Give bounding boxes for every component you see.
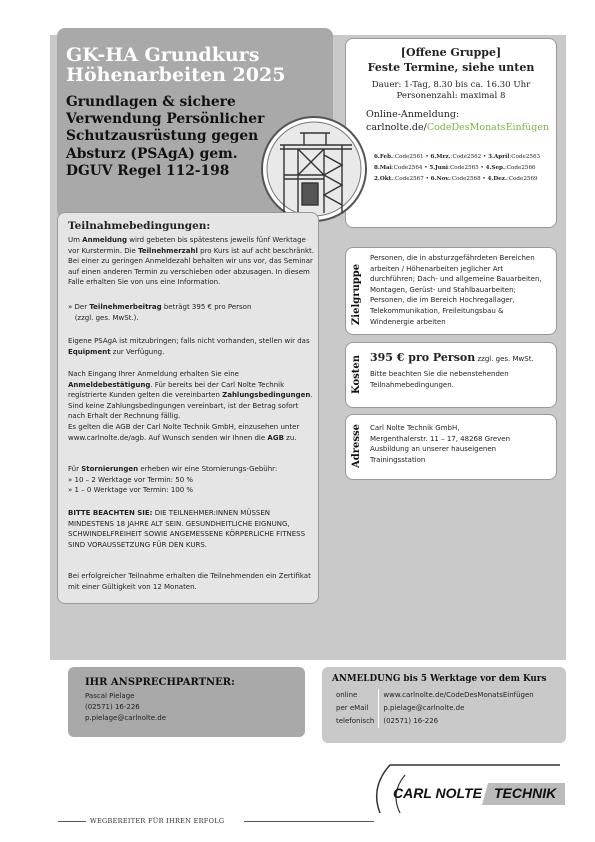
date-row: 8.Mai:Code2564 • 5.Juni:Code2565 • 4.Sep.:Code2566 — [374, 165, 536, 171]
address-line: Ausbildung an unserer hauseigenen — [370, 445, 497, 454]
subtitle-line: Schutzausrüstung gegen — [66, 128, 259, 145]
registration-row: telefonisch (02571) 16-226 — [332, 715, 538, 728]
equipment-paragraph: Eigene PSAgA ist mitzubringen; falls nicht vorhanden, stellen wir das Equipment zur Verfügung. — [68, 337, 310, 356]
address-line: Trainingsstation — [370, 455, 426, 464]
group-type: [Offene Gruppe] — [400, 46, 502, 59]
date-row: 6.Feb.:Code2561 • 6.Mrz.:Code2562 • 3.April:Code2563 — [374, 154, 541, 160]
notice-paragraph: BITTE BEACHTEN SIE: DIE TEILNEHMER:INNEN MÜSSEN MINDESTENS 18 JAHRE ALT SEIN. GESUNDHEITLICHE EIGNUNG, SCHWINDELFREIHEIT SOWIE ANGEMESSENE KÖRPERLICHE FITNESS SIND VORAUSSETZUNG FÜR DEN KURS. — [68, 509, 306, 549]
logo-text-carl-nolte: CARL NOLTE — [393, 785, 482, 801]
registration-paragraph: Nach Eingang Ihrer Anmeldung erhalten Sie eine Anmeldebestätigung. Für bereits bei der Carl Nolte Technik registrierte Kunden gelten die vereinbarten Zahlungsbedingungen. Sind keine Zahlungsbedingungen vereinbart, ist der Betrag sofort nach Erhalt der Rechnung fällig. Es gelten die AGB der Carl Nolte Technik GmbH, einzusehen unter www.carlnolte.de/agb. Auf Wunsch senden wir Ihnen die AGB zu. — [68, 370, 313, 442]
registration-table — [332, 689, 538, 728]
subtitle-line: Grundlagen & sichere — [66, 94, 236, 110]
page-title — [66, 45, 285, 85]
registration-box — [322, 667, 566, 743]
contact-box — [68, 667, 305, 737]
fee-paragraph: » Der Teilnehmerbeitrag beträgt 395 € pro Person (zzgl. ges. MwSt.). — [68, 303, 252, 322]
footer-rule-left — [58, 821, 86, 822]
registration-row: per eMail p.pielage@carlnolte.de — [332, 702, 538, 715]
url-link[interactable]: CodeDesMonatsEinfügen — [426, 122, 550, 133]
conditions-title: Teilnahmebedingungen: — [68, 220, 211, 232]
address-line: Carl Nolte Technik GmbH, — [370, 424, 460, 432]
target-group-text: Personen, die in absturzgefährdeten Bereichen arbeiten / Höhenarbeiten jeglicher Art durchführen; Dach- und allgemeine Bauarbeiten, Montagen, Gerüst- und Stahlbauarbeiten; Personen, die im Bereich Hochregallager, Telekommunikation, Freileitungsbau & Windenergie arbeiten — [370, 254, 542, 326]
offer-box — [345, 38, 557, 228]
cancellation-paragraph: Für Stornierungen erheben wir eine Stornierungs-Gebühr: » 10 – 2 Werktage vor Termin: 50 % » 1 – 0 Werktage vor Termin: 100 % — [68, 465, 278, 495]
contact-phone: (02571) 16-226 — [85, 703, 140, 711]
subtitle-line: Verwendung Persönlicher — [66, 111, 265, 128]
footer-slogan: WEGBEREITER FÜR IHREN ERFOLG — [90, 817, 225, 825]
online-url[interactable] — [366, 122, 549, 133]
contact-name: Pascal Pielage — [85, 692, 135, 700]
address-line: Mergenthalerstr. 11 – 17, 48268 Greven — [370, 434, 511, 443]
costs-text: Bitte beachten Sie die nebenstehenden Teilnahmebedingungen. — [370, 370, 509, 389]
registration-title: ANMELDUNG bis 5 Werktage vor dem Kurs — [332, 674, 547, 684]
contact-title: IHR ANSPRECHPARTNER: — [85, 677, 235, 688]
address-label: Adresse — [351, 423, 362, 468]
subtitle-line: DGUV Regel 112-198 — [66, 162, 230, 179]
target-group-label: Zielgruppe — [351, 263, 362, 325]
online-label: Online-Anmeldung: — [366, 109, 460, 120]
registration-row: online www.carlnolte.de/CodeDesMonatsEinfügen — [332, 689, 538, 702]
footer-rule-right — [244, 821, 374, 822]
fixed-dates-note: Feste Termine, siehe unten — [367, 61, 535, 74]
training-tower-illustration — [260, 115, 368, 223]
logo-text-technik: TECHNIK — [494, 785, 557, 801]
contact-email[interactable]: p.pielage@carlnolte.de — [85, 714, 166, 722]
costs-price-line — [370, 353, 548, 365]
title-line-1: GK-HA Grundkurs — [66, 44, 260, 66]
subtitle — [66, 94, 264, 180]
costs-label: Kosten — [351, 354, 362, 394]
date-list — [374, 152, 540, 185]
certificate-paragraph: Bei erfolgreicher Teilnahme erhalten die Teilnehmenden ein Zertifikat mit einer Gültigkeit von 12 Monaten. — [68, 572, 311, 591]
conditions-paragraph: Um Anmeldung wird gebeten bis spätestens jeweils fünf Werktage vor Kurstermin. Die Teilnehmerzahl pro Kurs ist auf acht beschränkt. Bei einer zu geringen Anmeldezahl behalten wir uns vor, das Seminar auf einen anderen Termin zu verschieben oder abzusagen. In diesem Falle erhalten Sie von uns eine Information. — [68, 236, 315, 287]
persons: Personenzahl: maximal 8 — [396, 91, 506, 101]
date-row: 2.Okt.:Code2567 • 6.Nov.:Code2568 • 4.Dez.:Code2569 — [374, 176, 538, 182]
duration: Dauer: 1-Tag, 8.30 bis ca. 16.30 Uhr — [371, 80, 531, 90]
price-note: zzgl. ges. MwSt. — [477, 355, 534, 363]
title-line-2: Höhenarbeiten 2025 — [66, 64, 286, 86]
address-text — [370, 423, 548, 465]
subtitle-line: Absturz (PSAgA) gem. — [66, 145, 238, 162]
url-prefix: carlnolte.de/ — [366, 122, 427, 133]
contact-details — [85, 691, 166, 724]
price: 395 € pro Person — [370, 351, 476, 364]
